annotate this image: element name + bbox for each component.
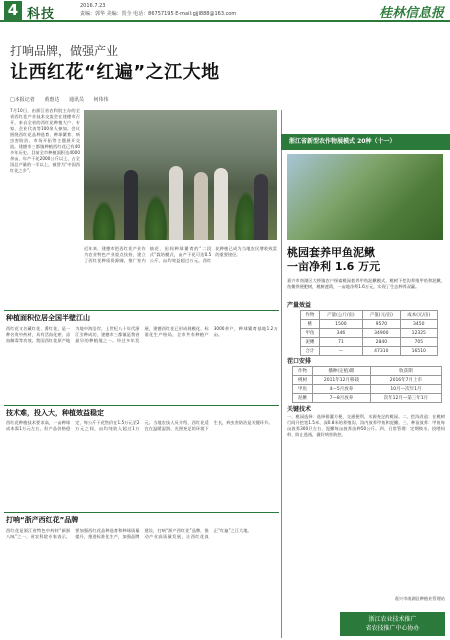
- table-row: [301, 320, 438, 329]
- section-name: 科技: [27, 7, 56, 22]
- table-cell: 3450: [400, 320, 437, 329]
- table-cell: 7—8月放养: [313, 394, 371, 403]
- header-meta: [80, 2, 236, 18]
- article-photo: [84, 110, 277, 240]
- table-cell: 2016年7月上市: [370, 376, 441, 385]
- table-cell: 16510: [400, 347, 437, 356]
- table-row: [293, 385, 442, 394]
- table-cell: 2840: [363, 338, 400, 347]
- sidebar-source: 嘉兴市南湖区种植业管理站: [394, 596, 445, 601]
- table-row: [293, 394, 442, 403]
- output-header-yield: 产量(公斤/亩): [319, 311, 362, 320]
- article-kicker: 打响品牌，做强产业: [10, 44, 119, 58]
- table-cell: 2011年12月移栽: [313, 376, 371, 385]
- schedule-header-crop: 作物: [293, 367, 313, 376]
- bottom-banner: [340, 612, 445, 636]
- table-cell: 泥鳅: [301, 338, 320, 347]
- page-number: 4: [4, 1, 22, 20]
- output-header-crop: 作物: [301, 311, 320, 320]
- table-row: [301, 329, 438, 338]
- output-table: [300, 310, 438, 356]
- output-header-cost: 成本(元/亩): [400, 311, 437, 320]
- table-cell: 甲鱼: [293, 385, 313, 394]
- sidebar-headline-line2: 一亩净利 1.6 万元: [287, 260, 381, 273]
- table-cell: —: [319, 347, 362, 356]
- subhead-planting-area: 种植面积位居全国半壁江山: [6, 314, 90, 322]
- schedule-header-planting: 播种(定植)期: [313, 367, 371, 376]
- table-cell: 桃: [301, 320, 320, 329]
- byline-reporter-label: □本报记者: [10, 97, 35, 103]
- issue-date: 2016.7.23: [80, 3, 106, 9]
- subhead-brand: 打响“浙产西红花”品牌: [6, 516, 79, 524]
- table-cell: 47310: [363, 347, 400, 356]
- newspaper-masthead: 桂林信息报: [378, 6, 444, 21]
- tech-body: 一、桃园选择：选择排灌方便、交通便利、水源充足的桃园。二、挖沟改造：在桃树行间开挖宽1.5米、深0.8米的养殖沟，沟内放养甲鱼和泥鳅。三、种苗放养：甲鱼每亩放养300只左右，泥鳅每亩放养苗种50公斤。四、日常管理：定期换水、投喂饲料、防止逃逸，做好病害防控。: [287, 414, 445, 437]
- table-cell: 34900: [363, 329, 400, 338]
- schedule-table: [292, 366, 442, 403]
- table-cell: 4—5月放养: [313, 385, 371, 394]
- table-cell: 705: [400, 338, 437, 347]
- table-cell: 12325: [400, 329, 437, 338]
- table-row: [293, 376, 442, 385]
- editor-line: 责编：郭华 美编：贺全 电话：86757195 E-mail:gjjl888@163.com: [80, 11, 237, 17]
- byline-reporter: 黄惠达: [44, 97, 60, 103]
- output-header-value: 产值(元/亩): [363, 311, 400, 320]
- article-headline: 让西红花“红遍”之江大地: [10, 62, 220, 83]
- byline-correspondent: 何伟伟: [93, 97, 109, 103]
- output-table-title: 产量效益: [287, 302, 312, 309]
- table-row: [301, 338, 438, 347]
- table-cell: 71: [319, 338, 362, 347]
- table-cell: 1500: [319, 320, 362, 329]
- bottom-banner-line1: 浙江农业技术推广: [368, 616, 417, 623]
- table-cell: 10月—次年1月: [370, 385, 441, 394]
- article-body-1: 近年来，建德市把西红花产业作为农业特色产业重点扶持，建立了西红花种质资源圃，推广室内抽花、田间种球繁育的“二段式”栽培模式，亩产干花可达0.5公斤，亩均效益超过万元。西红花种植已成为当地农民增收致富的重要途径。: [84, 246, 277, 263]
- table-cell: 合计: [301, 347, 320, 356]
- subhead-technique: 技术难，投入大，种植效益稳定: [6, 409, 104, 417]
- table-cell: 桃树: [293, 376, 313, 385]
- article-body-2: 西红花又名藏红花、番红花，是一种名贵中药材，具有活血化瘀、凉血解毒等功效。我国西红花原产地为地中海沿岸，上世纪八十年代浙江引种成功，建德市三都镇是我省最早的种植地之一。经过多年发展，建德西红花已形成规模化、标准化生产格局，全市共有种植户3000余户，种球繁育基地1.2万亩。: [6, 326, 278, 343]
- bottom-banner-line2: 省农技推广中心协办: [365, 625, 420, 632]
- table-cell: 甲鱼: [301, 329, 320, 338]
- article-body-3: 西红花种植技术要求高，一亩种球成本需1万元左右，但产品价格稳定，每公斤干花售价在1.5万元至2万元之间，亩均纯收入超过1万元。当地农技人员介绍，西红花适宜在温暖湿润、光照充足的环境下生长，病虫害防治是关键环节。: [6, 420, 273, 431]
- table-row: [301, 347, 438, 356]
- article-lead: 7月10日，由浙江省农科院主办的全省西红花产业技术交流会在建德市召开，来自全省的西红花种植大户、专家、企业代表等100余人参加。会议围绕西红花品种选育、种球繁育、病虫害防治、市场开拓等主题展开交流。建德市三都镇种植西红花已有40多年历史，目前全市种植面积达4000余亩，年产干花2000公斤以上，占全国总产量的一半以上，被誉为“中国西红花之乡”。: [10, 108, 80, 173]
- article-body-4: 西红花是浙江省特色中药材“新浙八味”之一。省农科院专家表示，要加强西红花品种选育和种球质量提升，推进标准化生产，加强品牌建设，打响“浙产西红花”品牌，推动产业高质量发展，让西红花真正“红遍”之江大地。: [6, 528, 252, 539]
- schedule-table-title: 茬口安排: [287, 358, 312, 365]
- schedule-header-harvest: 收获期: [370, 367, 441, 376]
- tech-title: 关键技术: [287, 406, 312, 413]
- sidebar-headline: [287, 246, 380, 274]
- sidebar-banner: 浙江省新型农作物展模式 20种（十一）: [281, 134, 450, 150]
- table-cell: 346: [319, 329, 362, 338]
- table-cell: 泥鳅: [293, 394, 313, 403]
- sidebar-story-body: 嘉兴市南湖区大桥镇农户探索桃园套养甲鱼泥鳅模式，桃树下挖沟养殖甲鱼和泥鳅，鱼鳖粪便肥树，桃树遮荫，一亩地净利1.6万元，实现了生态种养双赢。: [287, 278, 445, 289]
- table-cell: 9570: [363, 320, 400, 329]
- sidebar-headline-line1: 桃园套养甲鱼泥鳅: [287, 246, 375, 259]
- byline-correspondent-label: 通讯员: [68, 97, 84, 103]
- table-cell: 次年12月—第三年1月: [370, 394, 441, 403]
- sidebar-photo: [287, 154, 443, 240]
- article-byline: [10, 96, 117, 103]
- page-header: [0, 0, 450, 22]
